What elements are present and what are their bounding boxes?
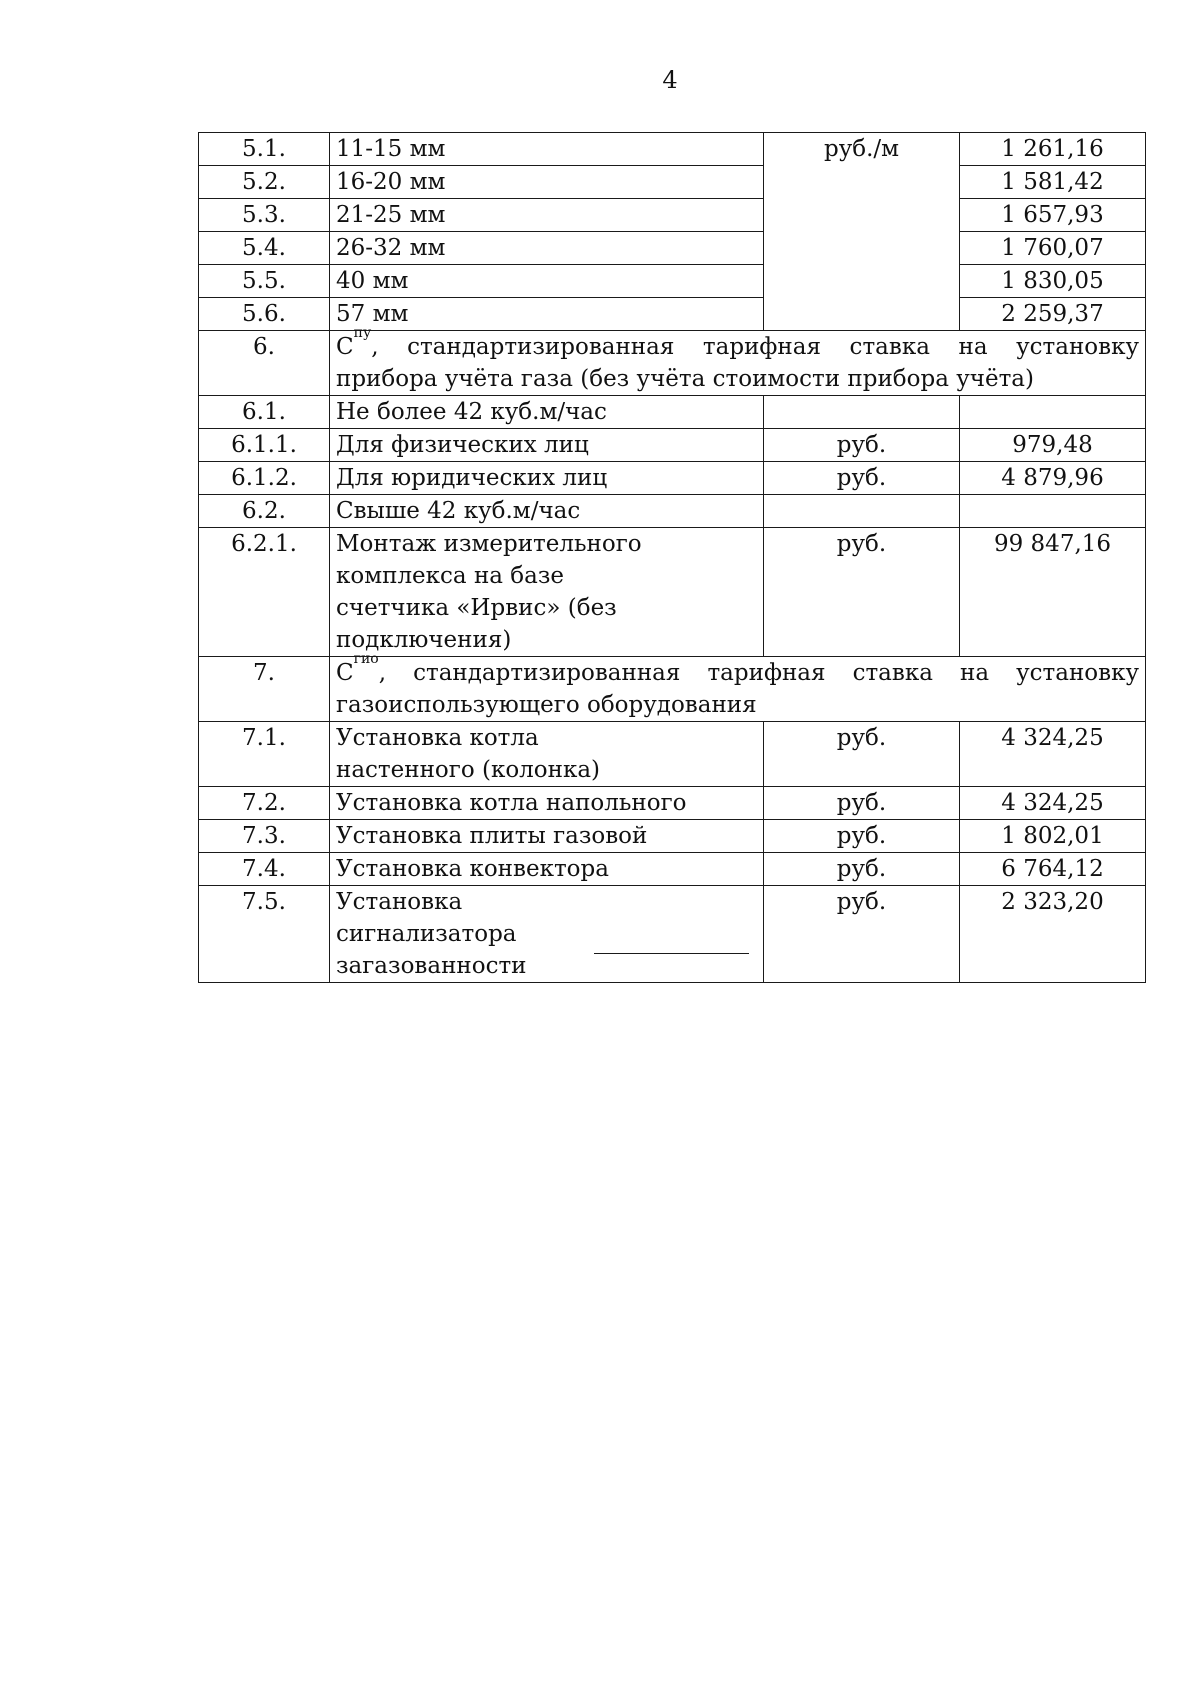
table-row (199, 429, 1146, 462)
row-value: 4 324,25 (960, 722, 1146, 787)
row-description: 40 мм (330, 265, 764, 298)
section-heading-row (199, 657, 1146, 722)
row-number: 7.5. (199, 886, 330, 983)
row-unit: руб. (764, 722, 960, 787)
row-number: 7.4. (199, 853, 330, 886)
row-value: 1 261,16 (960, 133, 1146, 166)
row-description: Свыше 42 куб.м/час (330, 495, 764, 528)
row-description: 21-25 мм (330, 199, 764, 232)
table-row (199, 396, 1146, 429)
row-description: Монтаж измерительного комплекса на базе счетчика «Ирвис» (без подключения) (330, 528, 764, 657)
row-description: Установка плиты газовой (330, 820, 764, 853)
row-number: 6. (199, 331, 330, 396)
section-heading-row (199, 331, 1146, 396)
row-description: 11-15 мм (330, 133, 764, 166)
rate-symbol-superscript: пу (353, 325, 372, 341)
row-unit: руб. (764, 528, 960, 657)
row-value: 2 259,37 (960, 298, 1146, 331)
row-value: 1 581,42 (960, 166, 1146, 199)
row-number: 7.3. (199, 820, 330, 853)
row-description: Установка котла настенного (колонка) (330, 722, 764, 787)
row-number: 5.3. (199, 199, 330, 232)
row-number: 6.1.2. (199, 462, 330, 495)
page-number: 4 (662, 66, 678, 94)
row-unit: руб./м (764, 133, 960, 331)
row-description: Установка котла напольного (330, 787, 764, 820)
table-row (199, 722, 1146, 787)
rate-symbol: С (336, 334, 354, 360)
row-value (960, 396, 1146, 429)
row-description: Не более 42 куб.м/час (330, 396, 764, 429)
table-row (199, 495, 1146, 528)
row-unit: руб. (764, 853, 960, 886)
row-value: 1 830,05 (960, 265, 1146, 298)
row-number: 6.2. (199, 495, 330, 528)
table-row (199, 787, 1146, 820)
row-value: 4 324,25 (960, 787, 1146, 820)
row-number: 7. (199, 657, 330, 722)
row-unit (764, 495, 960, 528)
row-number: 5.2. (199, 166, 330, 199)
row-number: 5.5. (199, 265, 330, 298)
section-heading-text: , стандартизированная тарифная ставка на установку газоиспользующего оборудования (336, 660, 1139, 718)
row-description: Для физических лиц (330, 429, 764, 462)
row-number: 6.1. (199, 396, 330, 429)
row-description: 57 мм (330, 298, 764, 331)
row-number: 7.1. (199, 722, 330, 787)
row-number: 5.1. (199, 133, 330, 166)
row-number: 7.2. (199, 787, 330, 820)
row-description: Установка конвектора (330, 853, 764, 886)
row-value: 1 760,07 (960, 232, 1146, 265)
table-row (199, 462, 1146, 495)
table-row (199, 199, 1146, 232)
row-unit: руб. (764, 886, 960, 983)
row-number: 5.4. (199, 232, 330, 265)
rate-symbol: С (336, 660, 354, 686)
row-unit: руб. (764, 429, 960, 462)
row-value: 979,48 (960, 429, 1146, 462)
table-row (199, 133, 1146, 166)
row-value: 6 764,12 (960, 853, 1146, 886)
row-value: 1 657,93 (960, 199, 1146, 232)
row-description: 16-20 мм (330, 166, 764, 199)
row-unit: руб. (764, 820, 960, 853)
tariff-table (198, 132, 1146, 983)
table-row (199, 166, 1146, 199)
row-unit: руб. (764, 787, 960, 820)
row-unit (764, 396, 960, 429)
section-heading (330, 651, 1146, 722)
table-row (199, 853, 1146, 886)
end-of-document-rule (594, 953, 749, 954)
row-value: 4 879,96 (960, 462, 1146, 495)
table-row (199, 528, 1146, 657)
row-value: 2 323,20 (960, 886, 1146, 983)
table-row (199, 820, 1146, 853)
table-row (199, 886, 1146, 983)
rate-symbol-superscript: гио (353, 651, 379, 667)
section-heading (330, 325, 1146, 396)
row-value: 1 802,01 (960, 820, 1146, 853)
row-number: 6.2.1. (199, 528, 330, 657)
row-number: 6.1.1. (199, 429, 330, 462)
table-row (199, 232, 1146, 265)
row-unit: руб. (764, 462, 960, 495)
row-description: 26-32 мм (330, 232, 764, 265)
table-row (199, 265, 1146, 298)
row-description: Установка сигнализатора загазованности (330, 886, 764, 983)
row-number: 5.6. (199, 298, 330, 331)
section-heading-text: , стандартизированная тарифная ставка на установку прибора учёта газа (без учёта стоимости прибора учёта) (336, 334, 1139, 392)
row-value (960, 495, 1146, 528)
row-value: 99 847,16 (960, 528, 1146, 657)
row-description: Для юридических лиц (330, 462, 764, 495)
table-row (199, 298, 1146, 331)
